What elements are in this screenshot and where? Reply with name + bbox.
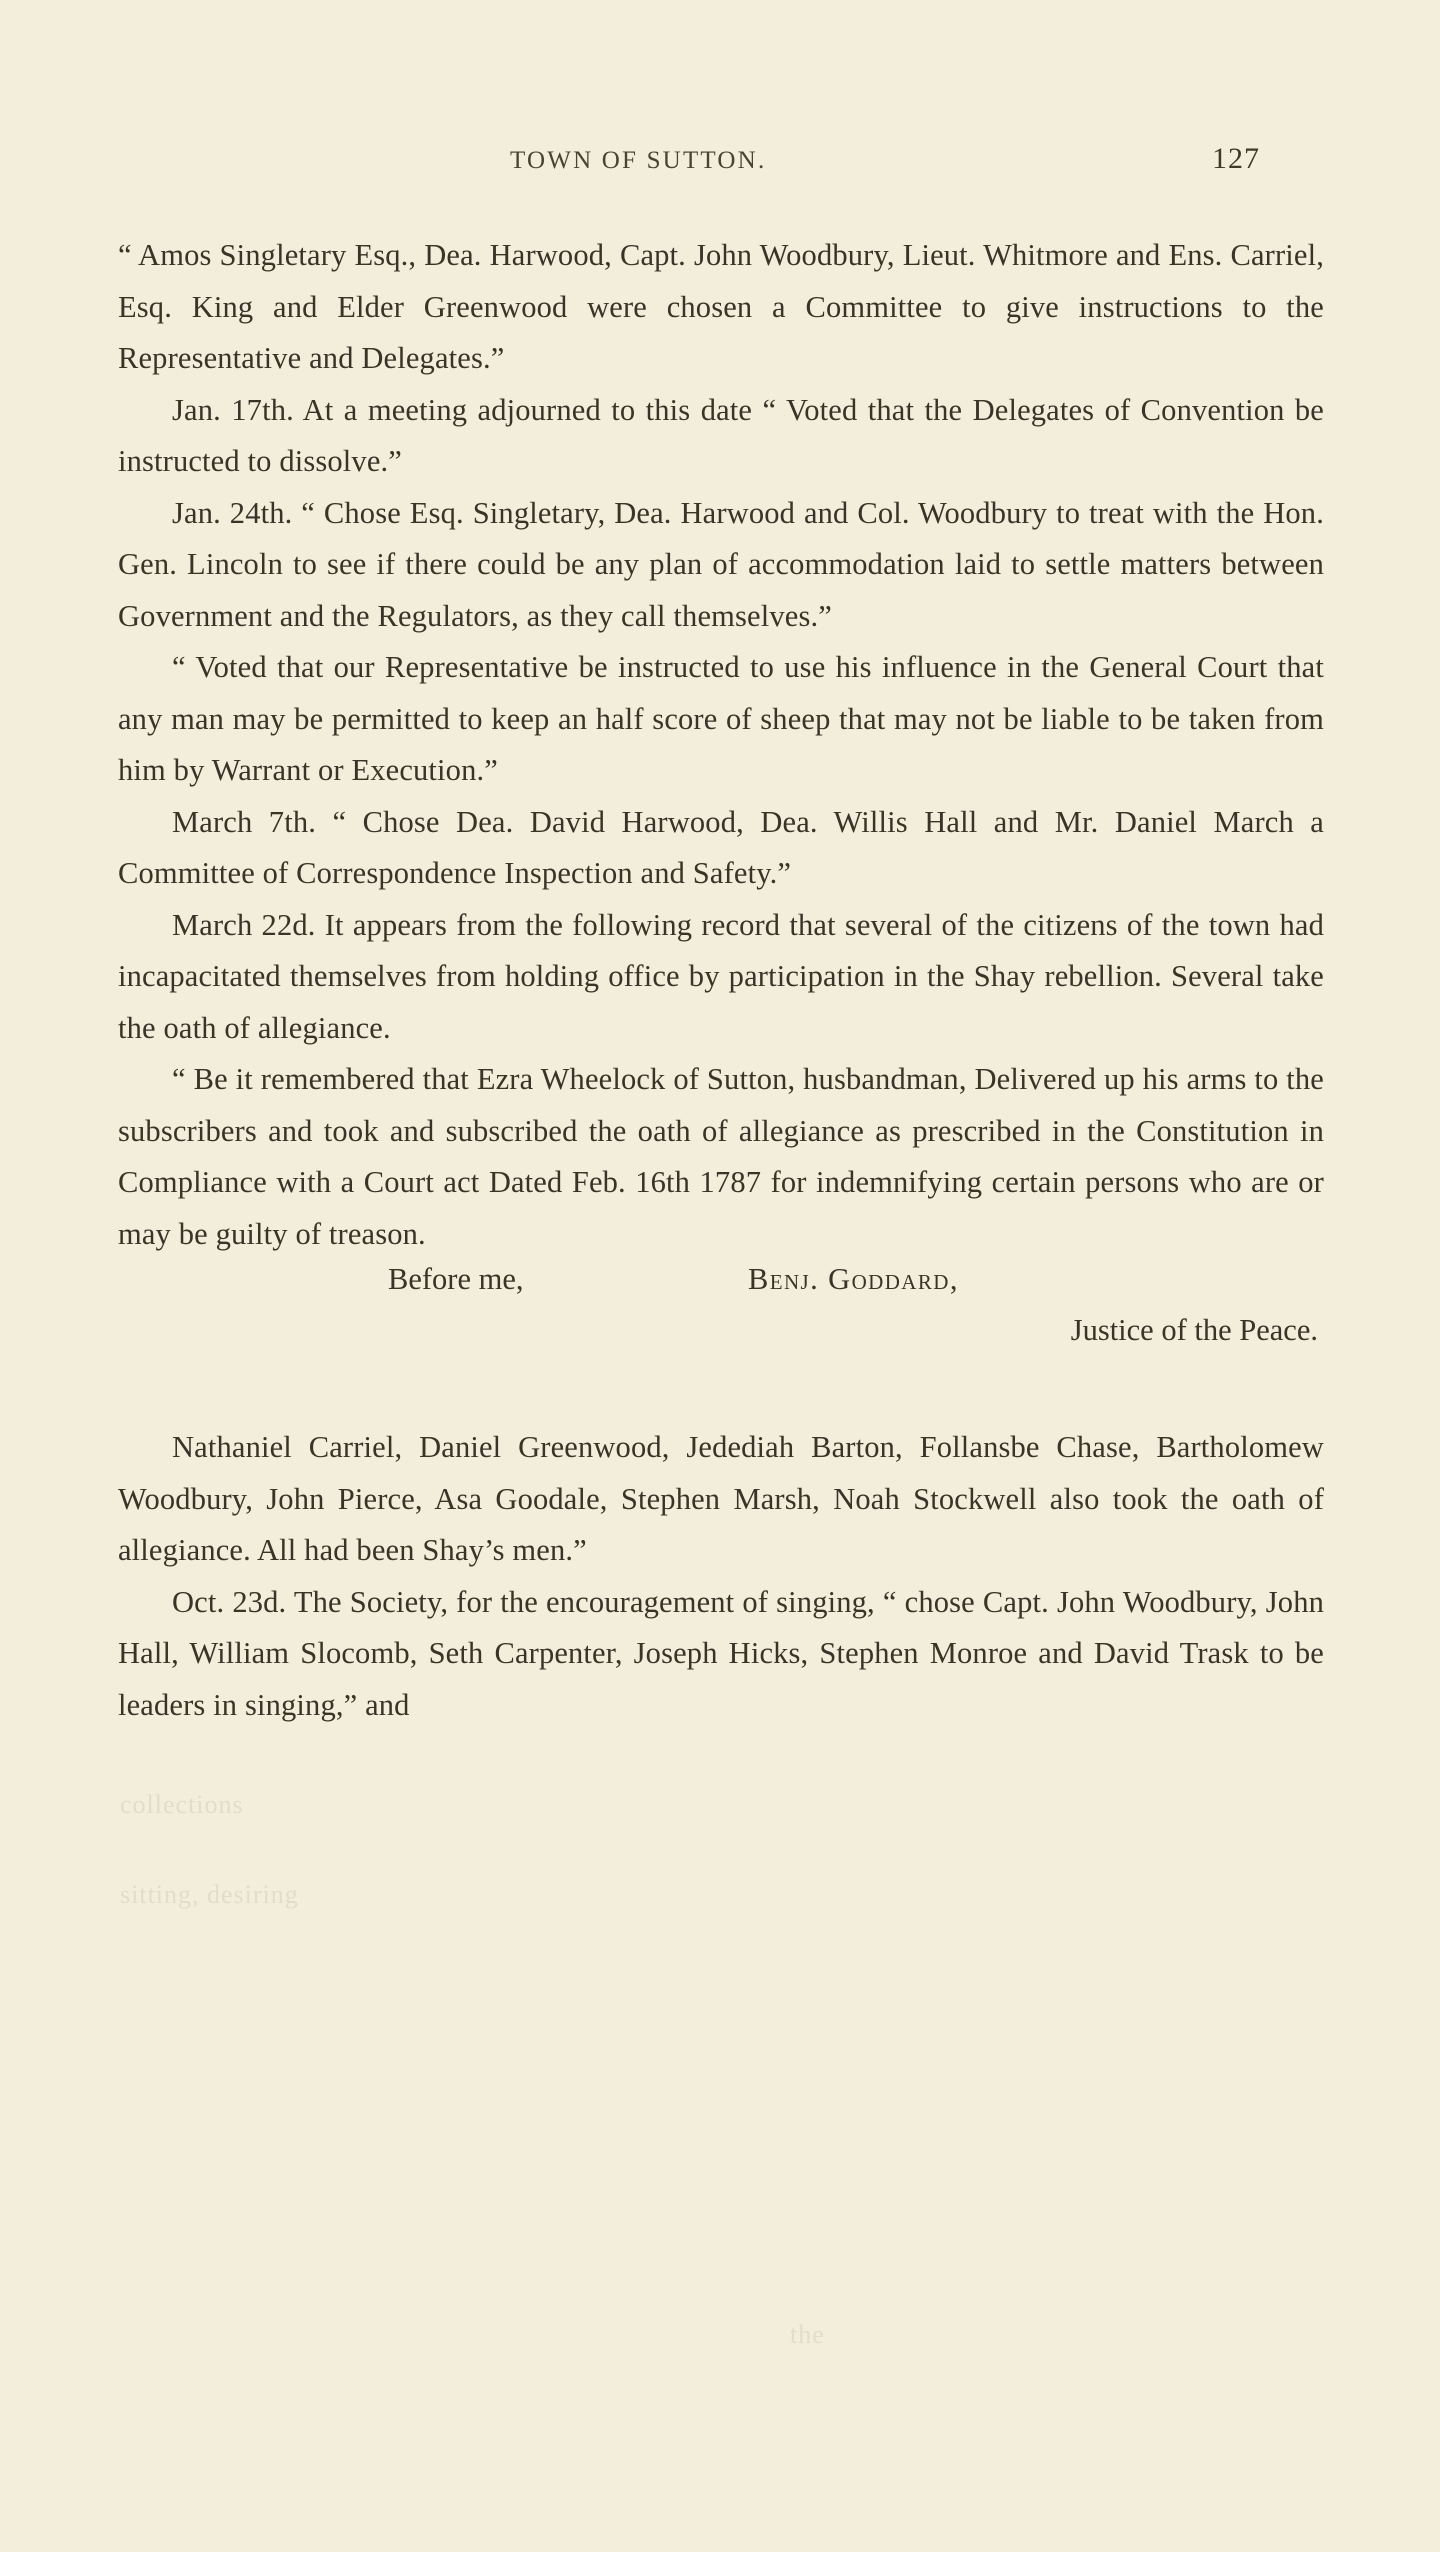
- showthrough-text-1: collections: [120, 1790, 244, 1819]
- paragraph-oct-23: Oct. 23d. The Society, for the encouragement of singing, “ chose Capt. John Woodbury, John Hall, William Slocomb, Seth Carpenter, Joseph Hicks, Stephen Monroe and David Trask to be leaders in singing,” and: [118, 1584, 1324, 1722]
- paragraph-nathaniel-carriel: Nathaniel Carriel, Daniel Greenwood, Jedediah Barton, Follansbe Chase, Bartholomew Woodbury, John Pierce, Asa Goodale, Stephen Marsh, Noah Stockwell also took the oath of allegiance. All had been Shay’s men.”: [118, 1430, 1324, 1567]
- signer-title: Justice of the Peace.: [1070, 1313, 1318, 1347]
- paragraph-jan-24: Jan. 24th. “ Chose Esq. Singletary, Dea. Harwood and Col. Woodbury to treat with the Hon. Gen. Lincoln to see if there could be any plan of accommodation laid to settle matters between Government and the Regulators, as they call themselves.”: [118, 495, 1324, 633]
- paragraph-jan-17: Jan. 17th. At a meeting adjourned to this date “ Voted that the Delegates of Convention be instructed to dissolve.”: [118, 392, 1324, 478]
- before-me-label: Before me,: [388, 1262, 524, 1296]
- page-body: [118, 230, 1324, 1731]
- page-number: 127: [1212, 142, 1260, 175]
- page-header: [180, 142, 1260, 176]
- paragraph-march-22: March 22d. It appears from the following record that several of the citizens of the town had incapacitated themselves from holding office by participation in the Shay rebellion. Several take the oath of allegiance.: [118, 907, 1324, 1045]
- paragraph-amos-singletary: “ Amos Singletary Esq., Dea. Harwood, Capt. John Woodbury, Lieut. Whitmore and Ens. Carriel, Esq. King and Elder Greenwood were chosen a Committee to give instructions to the Representative and Delegates.”: [118, 238, 1324, 375]
- running-title: TOWN OF SUTTON.: [510, 147, 767, 174]
- section-divider: [118, 1366, 1324, 1422]
- signature-block: [118, 1262, 1324, 1366]
- showthrough-text-2: sitting, desiring: [120, 1880, 299, 1909]
- signer-name: Benj. Goddard,: [748, 1262, 959, 1296]
- showthrough-text-3: the: [790, 2320, 825, 2349]
- paragraph-ezra-wheelock: “ Be it remembered that Ezra Wheelock of Sutton, husbandman, Delivered up his arms to the subscribers and took and subscribed the oath of allegiance as prescribed in the Constitution in Compliance with a Court act Dated Feb. 16th 1787 for indemnifying certain persons who are or may be guilty of treason.: [118, 1062, 1324, 1251]
- paragraph-march-7: March 7th. “ Chose Dea. David Harwood, Dea. Willis Hall and Mr. Daniel March a Committee of Correspondence Inspection and Safety.”: [118, 804, 1324, 890]
- paragraph-voted-representative: “ Voted that our Representative be instructed to use his influence in the General Court that any man may be permitted to keep an half score of sheep that may not be liable to be taken from him by Warrant or Execution.”: [118, 650, 1324, 787]
